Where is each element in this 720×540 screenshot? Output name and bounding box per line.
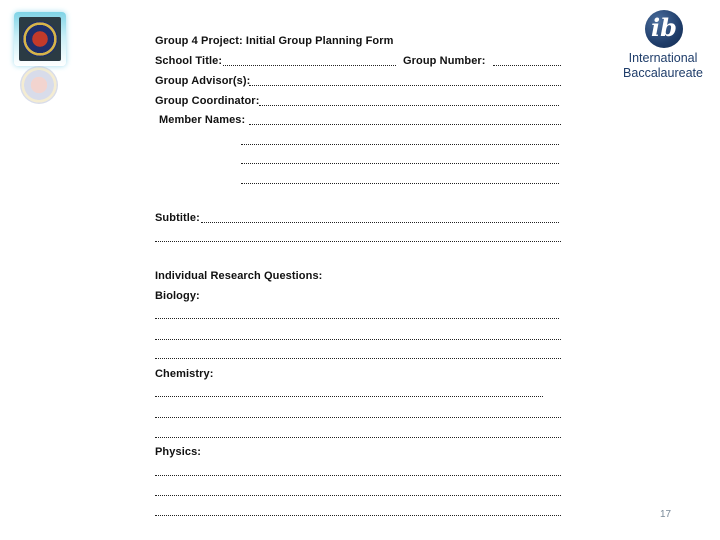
biology-field-2[interactable] [155, 338, 561, 340]
school-crest-reflection [20, 66, 58, 104]
group-coordinator-label: Group Coordinator: [155, 95, 260, 107]
school-title-field[interactable] [223, 64, 396, 66]
member-names-row [159, 114, 245, 128]
school-title-label: School Title: [155, 55, 223, 67]
school-crest-logo [14, 12, 66, 66]
group-number-label: Group Number: [403, 55, 486, 67]
school-title-row [155, 55, 222, 69]
chemistry-row [155, 368, 213, 382]
ib-name-line1: International [628, 51, 698, 65]
group-advisors-label: Group Advisor(s): [155, 75, 251, 87]
subtitle-field-1[interactable] [201, 221, 559, 223]
group-advisors-row [155, 75, 250, 89]
physics-field-3[interactable] [155, 514, 561, 516]
group-coordinator-field[interactable] [259, 104, 559, 106]
school-crest-icon [22, 21, 58, 57]
group-advisors-field[interactable] [249, 84, 561, 86]
group-coordinator-row [155, 95, 259, 109]
member-names-label: Member Names: [159, 114, 246, 126]
ib-logo [618, 10, 708, 80]
group-number-row [403, 55, 486, 69]
physics-field-1[interactable] [155, 474, 561, 476]
research-questions-heading: Individual Research Questions: [155, 270, 323, 282]
physics-field-2[interactable] [155, 494, 561, 496]
subtitle-row [155, 212, 200, 226]
subtitle-label: Subtitle: [155, 212, 200, 224]
biology-label: Biology: [155, 290, 200, 302]
member-name-field-3[interactable] [241, 162, 559, 164]
ib-letters: ib [651, 13, 677, 42]
ib-name-line2: Baccalaureate [623, 66, 703, 80]
form-title: Group 4 Project: Initial Group Planning Form [155, 35, 394, 47]
member-name-field-2[interactable] [241, 143, 559, 145]
biology-field-1[interactable] [155, 317, 559, 319]
chemistry-label: Chemistry: [155, 368, 214, 380]
physics-row [155, 446, 201, 460]
page-number: 17 [660, 509, 672, 520]
group-number-field[interactable] [493, 64, 561, 66]
ib-emblem-icon [645, 10, 683, 48]
chemistry-field-2[interactable] [155, 416, 561, 418]
chemistry-field-1[interactable] [155, 395, 543, 397]
physics-label: Physics: [155, 446, 202, 458]
chemistry-field-3[interactable] [155, 436, 561, 438]
subtitle-field-2[interactable] [155, 240, 561, 242]
member-name-field-1[interactable] [249, 123, 561, 125]
member-name-field-4[interactable] [241, 182, 559, 184]
biology-field-3[interactable] [155, 357, 561, 359]
biology-row [155, 290, 200, 304]
